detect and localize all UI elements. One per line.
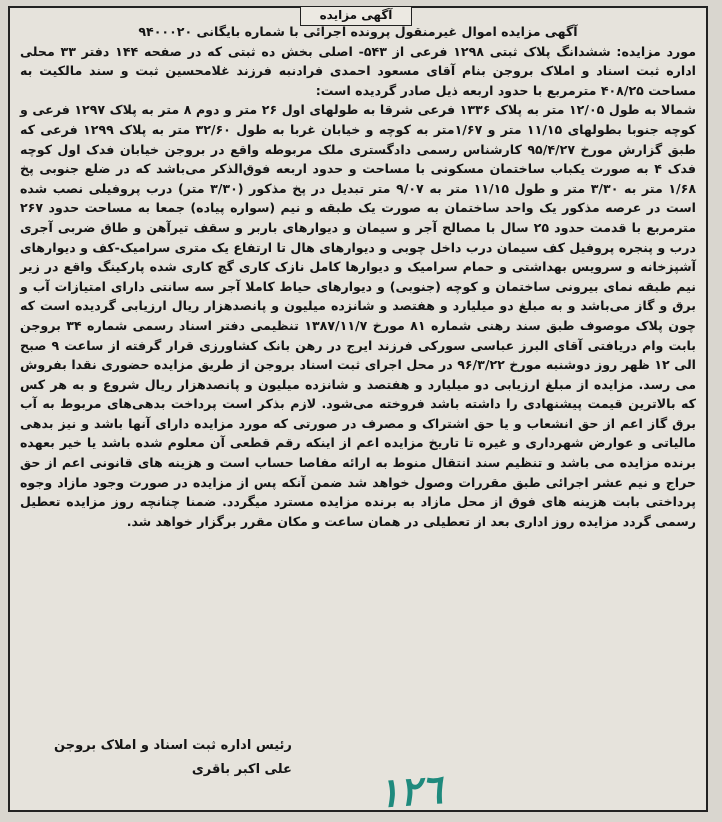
notice-paragraph-details: شمالا به طول ۱۲/۰۵ متر به پلاک ۱۳۳۶ فرعی شرقا به طولهای اول ۲۶ متر و دوم ۸ متر به پلاک ۱۲۹۷ فرعی و کوچه جنوبا بطولهای ۱۱/۱۵ متر و ۱/۶۷متر به کوچه و خیابان غربا به طول ۳۲/۶۰ متر به پلاک ۱۲۹۹ فرعی که طبق گزارش مورخ ۹۵/۴/۲۷ کارشناس رسمی دادگستری ملک مربوطه واقع در بروجن خیابان فدک اول کوچه فدک ۴ به صورت یکباب ساختمان مسکونی با مساحت و حدود اربعه فوق‌الذکر می‌باشد که در ضلع جنوبی پخ ۱/۶۸ متر به ۳/۳۰ متر و طول ۱۱/۱۵ متر به ۹/۰۷ متر تبدیل در پخ مذکور (۳/۳۰ متر) درب پروفیلی نصب شده است در عرصه مذکور یک واحد ساختمان به صورت یک طبقه و نیم (سواره پیاده) جمعا به مساحت حدود ۲۶۷ مترمربع با قدمت حدود ۲۵ سال با مصالح آجر و سیمان و دیوارهای باربر و سقف تیرآهن و طاق ضربی آجری درب و پنجره پروفیل کف سیمان درب داخل چوبی و دیوارهای هال تا ارتفاع یک متری سرامیک-کف و دیوارهای آشپزخانه و سرویس بهداشتی و حمام سرامیک و دیوارها کامل نازک کاری گچ کاری شده پارکینگ واقع در زیر نیم طبقه نمای بیرونی ساختمان و کوچه (جنوبی) و دیوارهای حیاط کاملا آجر سه سانتی دارای امتیازات آب و برق و گاز می‌باشد و به مبلغ دو میلیارد و هفتصد و شانزده میلیون و پانصدهزار ریال ارزیابی گردیده است که چون پلاک موصوف طبق سند رهنی شماره ۸۱ مورخ ۱۳۸۷/۱۱/۷ تنظیمی دفتر اسناد رسمی شماره ۳۴ بروجن بابت وام دریافتی آقای البرز عباسی سورکی فرزند ایرج در رهن بانک کشاورزی قرار گرفته از ساعت ۹ صبح الی ۱۲ ظهر روز دوشنبه مورخ ۹۶/۳/۲۲ در محل اجرای ثبت اسناد بروجن از طریق مزایده حضوری نقدا بفروش می رسد. مزایده از مبلغ ارزیابی دو میلیارد و هفتصد و شانزده میلیون و پانصدهزار ریال شروع و به هر کس که بالاترین قیمت پیشنهادی را داشته باشد فروخته می‌شود. لازم بذکر است پرداخت بدهی‌های مربوط به آب برق گاز اعم از حق انشعاب و یا حق اشتراک و مصرف در صورتی که مورد مزایده دارای آنها باشد و نیز بدهی مالیاتی و عوارض شهرداری و غیره تا تاریخ مزایده اعم از اینکه رقم قطعی آن معلوم شده باشد یا خیر بعهده برنده مزایده می باشد و تنظیم سند انتقال منوط به ارائه مفاصا حساب است و هزینه های قانونی اعم از حق حراج و نیم عشر اجرائی طبق مقررات وصول خواهد شد ضمن آنکه پس از مزایده در صورت وجود مازاد وجوه پرداختی بابت هزینه های فوق از محل مازاد به برنده مزایده مسترد میگردد. ضمنا چنانچه روز مزایده تعطیل رسمی گردد مزایده روز اداری بعد از تعطیلی در همان ساعت و مکان مقرر برگزار خواهد شد. [20,102,697,529]
handwritten-number: ١٢٦ [376,765,444,818]
notice-title: آگهی مزایده [300,6,412,26]
signature-name: علی اکبر باقری [191,762,292,777]
notice-paragraph-subject: مورد مزایده: ششدانگ پلاک ثبتی ۱۲۹۸ فرعی از ۵۴۳- اصلی بخش ده ثبتی که در صفحه ۱۴۴ دفتر ۳۳ محلی اداره ثبت اسناد و املاک بروجن بنام آقای مسعود احمدی فرادنبه فرزند غلامحسین ثبت و سند مالکیت به مساحت ۴۰۸/۲۵ مترمربع با حدود اربعه ذیل صادر گردیده است: [20,43,697,98]
notice-page [8,6,708,818]
notice-body [20,22,696,531]
signature-title: رئیس اداره ثبت اسناد و املاک بروجن [54,738,292,753]
notice-heading: آگهی مزایده اموال غیرمنقول پرونده اجرائی با شماره بایگانی ۹۴۰۰۰۲۰ [138,24,578,39]
signature-block [54,734,292,782]
